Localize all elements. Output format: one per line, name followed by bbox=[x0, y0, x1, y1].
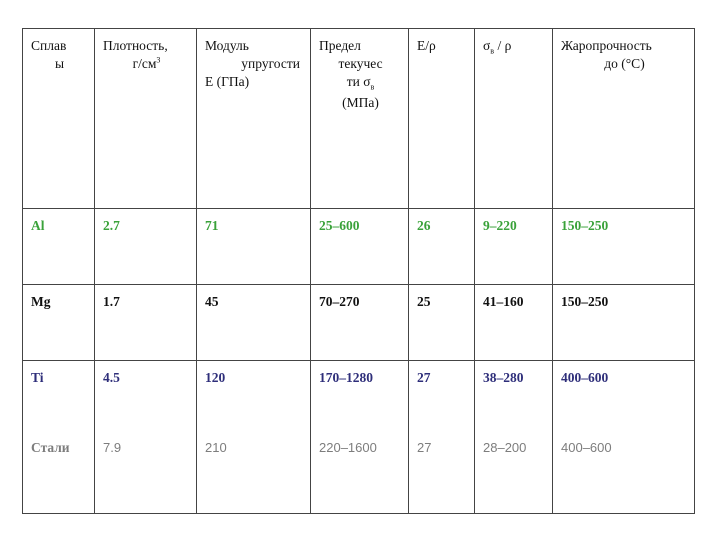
cell-steel-sigma-rho: 28–200 bbox=[483, 440, 527, 456]
header-e-rho bbox=[409, 29, 475, 209]
header-e-rho-label: E/ρ bbox=[417, 38, 436, 53]
header-sigma-rho-2: / ρ bbox=[494, 38, 512, 53]
cell-ti-steel-density bbox=[95, 361, 197, 514]
cell-ti-modulus: 120 bbox=[205, 370, 226, 385]
cell-al-heat: 150–250 bbox=[553, 209, 695, 285]
header-yield-line1: Предел bbox=[319, 38, 361, 53]
cell-al-density: 2.7 bbox=[95, 209, 197, 285]
cell-mg-modulus: 45 bbox=[197, 285, 311, 361]
table-row-al bbox=[23, 209, 695, 285]
cell-steel-heat: 400–600 bbox=[561, 440, 612, 456]
header-sigma-rho bbox=[475, 29, 553, 209]
cell-al-name: Al bbox=[23, 209, 95, 285]
header-density-line2: г/см bbox=[132, 56, 157, 72]
cell-ti-name: Ti bbox=[31, 370, 44, 385]
cell-al-yield: 25–600 bbox=[311, 209, 409, 285]
header-density bbox=[95, 29, 197, 209]
header-yield bbox=[311, 29, 409, 209]
cell-mg-density: 1.7 bbox=[95, 285, 197, 361]
cell-steel-density: 7.9 bbox=[103, 440, 122, 456]
cell-mg-heat: 150–250 bbox=[553, 285, 695, 361]
header-heat-line1: Жаропрочность bbox=[561, 38, 652, 53]
header-alloy bbox=[23, 29, 95, 209]
cell-ti-steel-modulus bbox=[197, 361, 311, 514]
header-sigma-rho-1: σ bbox=[483, 38, 491, 53]
cell-ti-heat: 400–600 bbox=[561, 370, 609, 385]
cell-ti-steel-sigma-rho bbox=[475, 361, 553, 514]
header-heat bbox=[553, 29, 695, 209]
header-yield-line4: (МПа) bbox=[342, 94, 379, 110]
header-sigma-rho-sub: в bbox=[490, 46, 495, 56]
cell-mg-sigma-rho: 41–160 bbox=[475, 285, 553, 361]
cell-mg-e-rho: 25 bbox=[409, 285, 475, 361]
cell-ti-sigma-rho: 38–280 bbox=[483, 370, 524, 385]
cell-ti-steel-name bbox=[23, 361, 95, 514]
header-yield-line2: текучес bbox=[338, 56, 383, 72]
header-density-sup: 3 bbox=[156, 55, 161, 65]
cell-mg-name: Mg bbox=[23, 285, 95, 361]
cell-al-sigma-rho: 9–220 bbox=[475, 209, 553, 285]
header-heat-line2: до (°С) bbox=[604, 56, 645, 72]
table-row-ti-steel bbox=[23, 361, 695, 514]
cell-ti-yield: 170–1280 bbox=[319, 370, 373, 385]
header-alloy-line2: ы bbox=[54, 56, 65, 72]
header-yield-sub: в bbox=[370, 83, 375, 93]
cell-steel-modulus: 210 bbox=[205, 440, 227, 456]
header-alloy-line1: Сплав bbox=[31, 38, 67, 53]
header-density-line1: Плотность, bbox=[103, 38, 168, 53]
cell-steel-yield: 220–1600 bbox=[319, 440, 377, 456]
cell-ti-steel-heat bbox=[553, 361, 695, 514]
cell-ti-steel-e-rho bbox=[409, 361, 475, 514]
cell-steel-e-rho: 27 bbox=[417, 440, 432, 456]
table-row-mg bbox=[23, 285, 695, 361]
cell-ti-density: 4.5 bbox=[103, 370, 120, 385]
header-modulus-line2: упругости bbox=[241, 56, 300, 72]
cell-steel-name: Стали bbox=[31, 439, 70, 455]
alloy-properties-table bbox=[22, 28, 695, 514]
cell-ti-steel-yield bbox=[311, 361, 409, 514]
header-modulus-line1: Модуль bbox=[205, 38, 249, 53]
header-row bbox=[23, 29, 695, 209]
header-modulus bbox=[197, 29, 311, 209]
header-yield-line3: ти σ bbox=[346, 74, 371, 90]
cell-ti-e-rho: 27 bbox=[417, 370, 431, 385]
header-modulus-line3: Е (ГПа) bbox=[205, 74, 250, 90]
cell-mg-yield: 70–270 bbox=[311, 285, 409, 361]
cell-al-modulus: 71 bbox=[197, 209, 311, 285]
cell-al-e-rho: 26 bbox=[409, 209, 475, 285]
